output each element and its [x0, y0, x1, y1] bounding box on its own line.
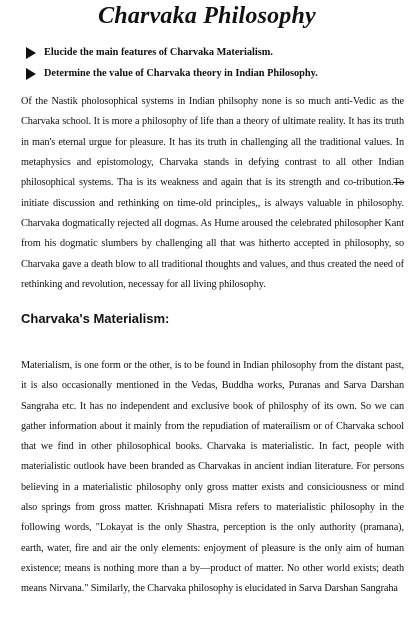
objective-item	[26, 42, 406, 63]
materialism-paragraph: Materialism, is one form or the other, is to be found in Indian philosophy from the distant past, it is also occasionally mentioned in the Vedas, Buddha works, Puranas and Sarva Darshan Sangraha etc. It has no independent and exclusive book of philosphy of its own. So we can gather information about it mainly from the repudiation of materailism or of Charvaka school that we find in other philosophical books. Charvaka is materialistic. In fact, people with materialistic outlook have been branded as Charvakas in ancient indian literature. For persons believing in a materialistic philosophy only gross matter exists and consiciousness or mind also springs from gross matter. Krishnapati Misra refers to materialistic philosophy in the following words, "Lokayat is the only Shastra, perception is the only authority (pramana), earth, water, fire and air the only elements: enjoyment of pleasure is the only aim of human existence; means is nothing more than a by—product of matter. No other world exists; death means Nirvana." Similarly, the Charvaka philosophy is elucidated in Sarva Darshan Sangraha	[21, 360, 404, 595]
arrow-bullet-icon	[26, 47, 36, 59]
intro-text-part: Of the Nastik pholosophical systems in Indian philsophy none is so much anti-Vedic as the Charvaka school. It is more a philosophy of life than a theory of ultimate reality. It has its truth in man's eternal urgue for pleasure. It has its truth in challenging all the traditional values. In metaphysics and epistomology, Charvaka stands in defying contrast to all other Indian philosophical systems. Tha is its weakness and again that is its strength and co-tribution.	[21, 96, 404, 189]
objective-text: Determine the value of Charvaka theory in Indian Philosophy.	[44, 68, 318, 79]
struck-word: To	[393, 177, 404, 189]
page-title: Charvaka Philosophy	[98, 3, 316, 29]
arrow-bullet-icon	[26, 68, 36, 80]
intro-text-part: initiate discussion and rethinking on time-old principles,, is always valuable in philosophy. Charvaka dogmatically rejected all dogmas. As Hume aroused the celebrated philosopher Kant from his dogmatic slumbers by challenging all that was hitherto accepted in philosophy, so Charvaka gave a death blow to all traditional thoughts and values, and thus created the need of rethinking and revolution, necessay for all living philosophy.	[21, 197, 404, 291]
section-heading: Charvaka's Materialism:	[21, 311, 170, 326]
objective-text: Elucide the main features of Charvaka Materialism.	[44, 47, 273, 58]
objectives-list	[26, 42, 406, 84]
intro-paragraph	[21, 92, 404, 295]
objective-item	[26, 63, 406, 84]
